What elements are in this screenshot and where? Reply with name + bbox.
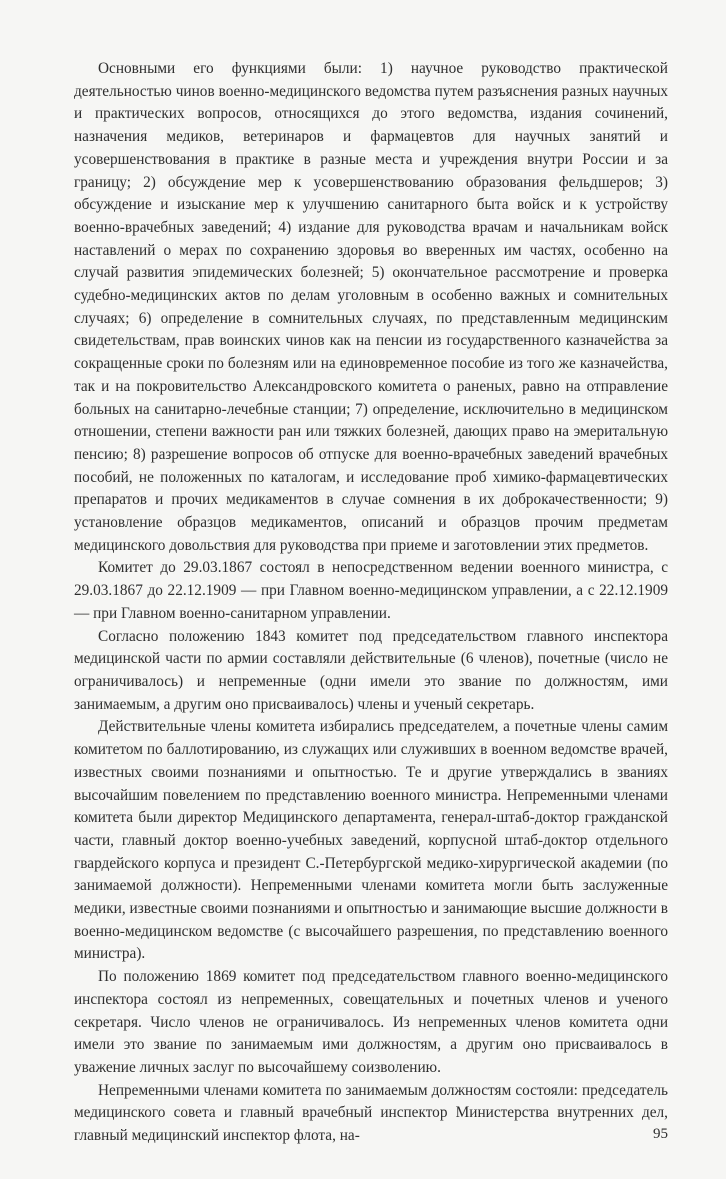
paragraph-members-election: Действительные члены комитета избирались председателем, а почетные члены самим комитетом по баллотированию, из служащих или служивших в военном ведомстве врачей, известных своими познаниями и опытностью. Те и другие утверждались в званиях высочайшим повелением по представлению военного министра. Непременными членами комитета были директор Медицинского департамента, генерал-штаб-доктор гражданской части, главный доктор военно-учебных заведений, корпусной штаб-доктор отдельного гвардейского корпуса и президент С.-Петербургской медико-хирургической академии (по занимаемой должности). Непременными членами комитета могли быть заслуженные медики, известные своими познаниями и опытностью и занимающие высшие должности в военно-медицинском ведомстве (с высочайшего разрешения, по представлению военного министра).: [74, 718, 668, 963]
page-number: 95: [653, 1126, 668, 1142]
paragraph-composition-1869: По положению 1869 комитет под председательством главного военно-медицинского инспектора состоял из непременных, совещательных и почетных членов и ученого секретаря. Число членов не ограничивалось. Из непременных членов комитета одни имели это звание по занимаемым ими должностям, а другим оно присваивалось в уважение личных заслуг по высочайшему соизволению.: [74, 968, 668, 1076]
paragraph-functions: Основными его функциями были: 1) научное руководство практической деятельностью чинов военно-медицинского ведомства путем разъяснения разных научных и практических вопросов, относящихся до этого ведомства, издания сочинений, назначения медиков, ветеринаров и фармацевтов для научных занятий и усовершенствования в практике в разные места и учреждения внутри России и за границу; 2) обсуждение мер к усовершенствованию образования фельдшеров; 3) обсуждение и изыскание мер к улучшению санитарного быта войск и к устройству военно-врачебных заведений; 4) издание для руководства врачам и начальникам войск наставлений о мерах по сохранению здоровья во вверенных им частях, особенно на случай развития эпидемических болезней; 5) окончательное рассмотрение и проверка судебно-медицинских актов по делам уголовным в особенно важных и сомнительных случаях; 6) определение в сомнительных случаях, по представленным медицинским свидетельствам, прав воинских чинов как на пенсии из государственного казначейства за сокращенные сроки по болезням или на единовременное пособие из того же казначейства, так и на покровительство Александровского комитета о раненых, равно на отправление больных на санитарно-лечебные станции; 7) определение, исключительно в медицинском отношении, степени важности ран или тяжких болезней, дающих право на эмеритальную пенсию; 8) разрешение вопросов об отпуске для военно-врачебных заведений врачебных пособий, не положенных по каталогам, и исследование проб химико-фармацевтических препаратов и прочих медикаментов в случае сомнения в их доброкачественности; 9) установление образцов медикаментов, описаний и образцов прочим предметам медицинского довольствия для руководства при приеме и заготовлении этих предметов.: [74, 60, 668, 554]
page-body: [74, 58, 668, 1148]
paragraph-subordination: Комитет до 29.03.1867 состоял в непосредственном ведении военного министра, с 29.03.1867 до 22.12.1909 — при Главном военно-медицинском управлении, а с 22.12.1909 — при Главном военно-санитарном управлении.: [74, 559, 668, 622]
paragraph-composition-1843: Согласно положению 1843 комитет под председательством главного инспектора медицинской части по армии составляли действительные (6 членов), почетные (число не ограничивалось) и непременные (одни имели это звание по должностям, ими занимаемым, а другим оно присваивалось) члены и ученый секретарь.: [74, 627, 668, 713]
paragraph-permanent-members: Непременными членами комитета по занимаемым должностям состояли: председатель медицинского совета и главный врачебный инспектор Министерства внутренних дел, главный медицинский инспектор флота, на-: [74, 1081, 668, 1145]
